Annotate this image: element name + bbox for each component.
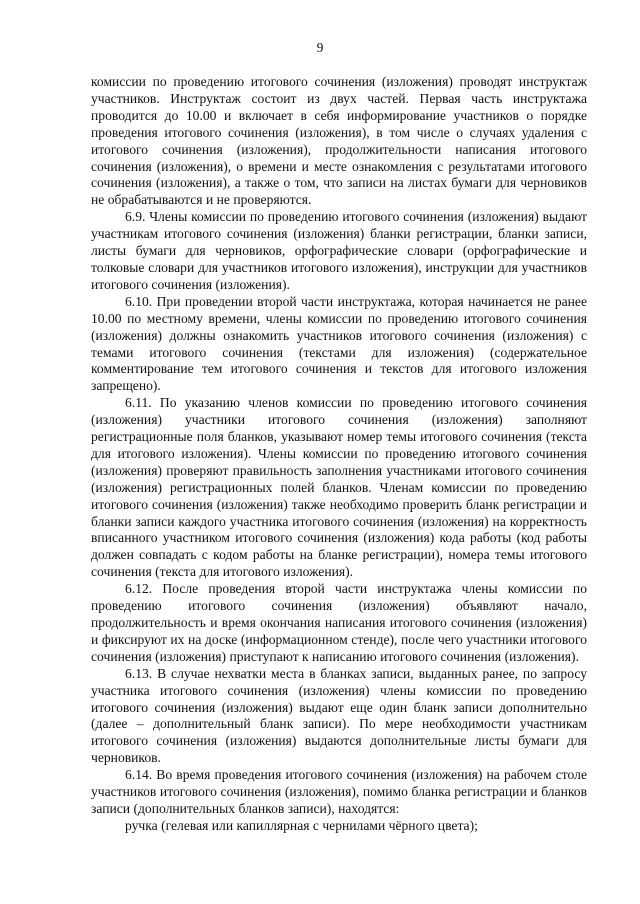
paragraph-6-9: 6.9. Члены комиссии по проведению итогового сочинения (изложения) выдают участникам итогового сочинения (изложения) бланки регистрации, бланки записи, листы бумаги для черновиков, орфографические словари (орфографические и толковые словари для участников итогового изложения), инструкции для участников итогового сочинения (изложения). (91, 209, 587, 292)
paragraph-6-13: 6.13. В случае нехватки места в бланках записи, выданных ранее, по запросу участника итогового сочинения (изложения) члены комиссии по проведению итогового сочинения (изложения) выдают еще один бланк записи дополнительно (далее – дополнительный бланк записи). По мере необходимости участникам итогового сочинения (изложения) выдаются дополнительные листы бумаги для черновиков. (91, 665, 587, 766)
paragraph-6-11: 6.11. По указанию членов комиссии по проведению итогового сочинения (изложения) участники итогового сочинения (изложения) заполняют регистрационные поля бланков, указывают номер темы итогового сочинения (текста для итогового изложения). Члены комиссии по проведению итогового сочинения (изложения) проверяют правильность заполнения участниками итогового сочинения (изложения) регистрационных полей бланков. Членам комиссии по проведению итогового сочинения (изложения) также необходимо проверить бланк регистрации и бланки записи каждого участника итогового сочинения (изложения) на корректность вписанного участником итогового сочинения (изложения) кода работы (код работы должен совпадать с кодом работы на бланке регистрации), номера темы итогового сочинения (текста для итогового изложения). (91, 395, 587, 580)
paragraph-6-12: 6.12. После проведения второй части инструктажа члены комиссии по проведению итогового сочинения (изложения) объявляют начало, продолжительность и время окончания написания итогового сочинения (изложения) и фиксируют их на доске (информационном стенде), после чего участники итогового сочинения (изложения) приступают к написанию итогового сочинения (изложения). (91, 581, 587, 664)
paragraph-6-10: 6.10. При проведении второй части инструктажа, которая начинается не ранее 10.00 по местному времени, члены комиссии по проведению итогового сочинения (изложения) должны ознакомить участников итогового сочинения (изложения) с темами итогового сочинения (текстами для изложения) (содержательное комментирование тем итогового сочинения и текстов для итогового изложения запрещено). (91, 293, 587, 394)
list-item-pen: ручка (гелевая или капиллярная с чернилами чёрного цвета); (125, 817, 478, 833)
page-number: 9 (316, 40, 324, 55)
body-text (91, 74, 587, 835)
paragraph-continuation: комиссии по проведению итогового сочинения (изложения) проводят инструктаж участников. Инструктаж состоит из двух частей. Первая часть инструктажа проводится до 10.00 и включает в себя информирование участников о порядке проведения итогового сочинения (изложения), в том числе о случаях удаления с итогового сочинения (изложения), продолжительности написания итогового сочинения (изложения), о времени и месте ознакомления с результатами итогового сочинения (изложения), а также о том, что записи на листах бумаги для черновиков не обрабатываются и не проверяются. (91, 74, 587, 208)
paragraph-6-14: 6.14. Во время проведения итогового сочинения (изложения) на рабочем столе участников итогового сочинения (изложения), помимо бланка регистрации и бланков записи (дополнительных бланков записи), находятся: (91, 767, 587, 816)
